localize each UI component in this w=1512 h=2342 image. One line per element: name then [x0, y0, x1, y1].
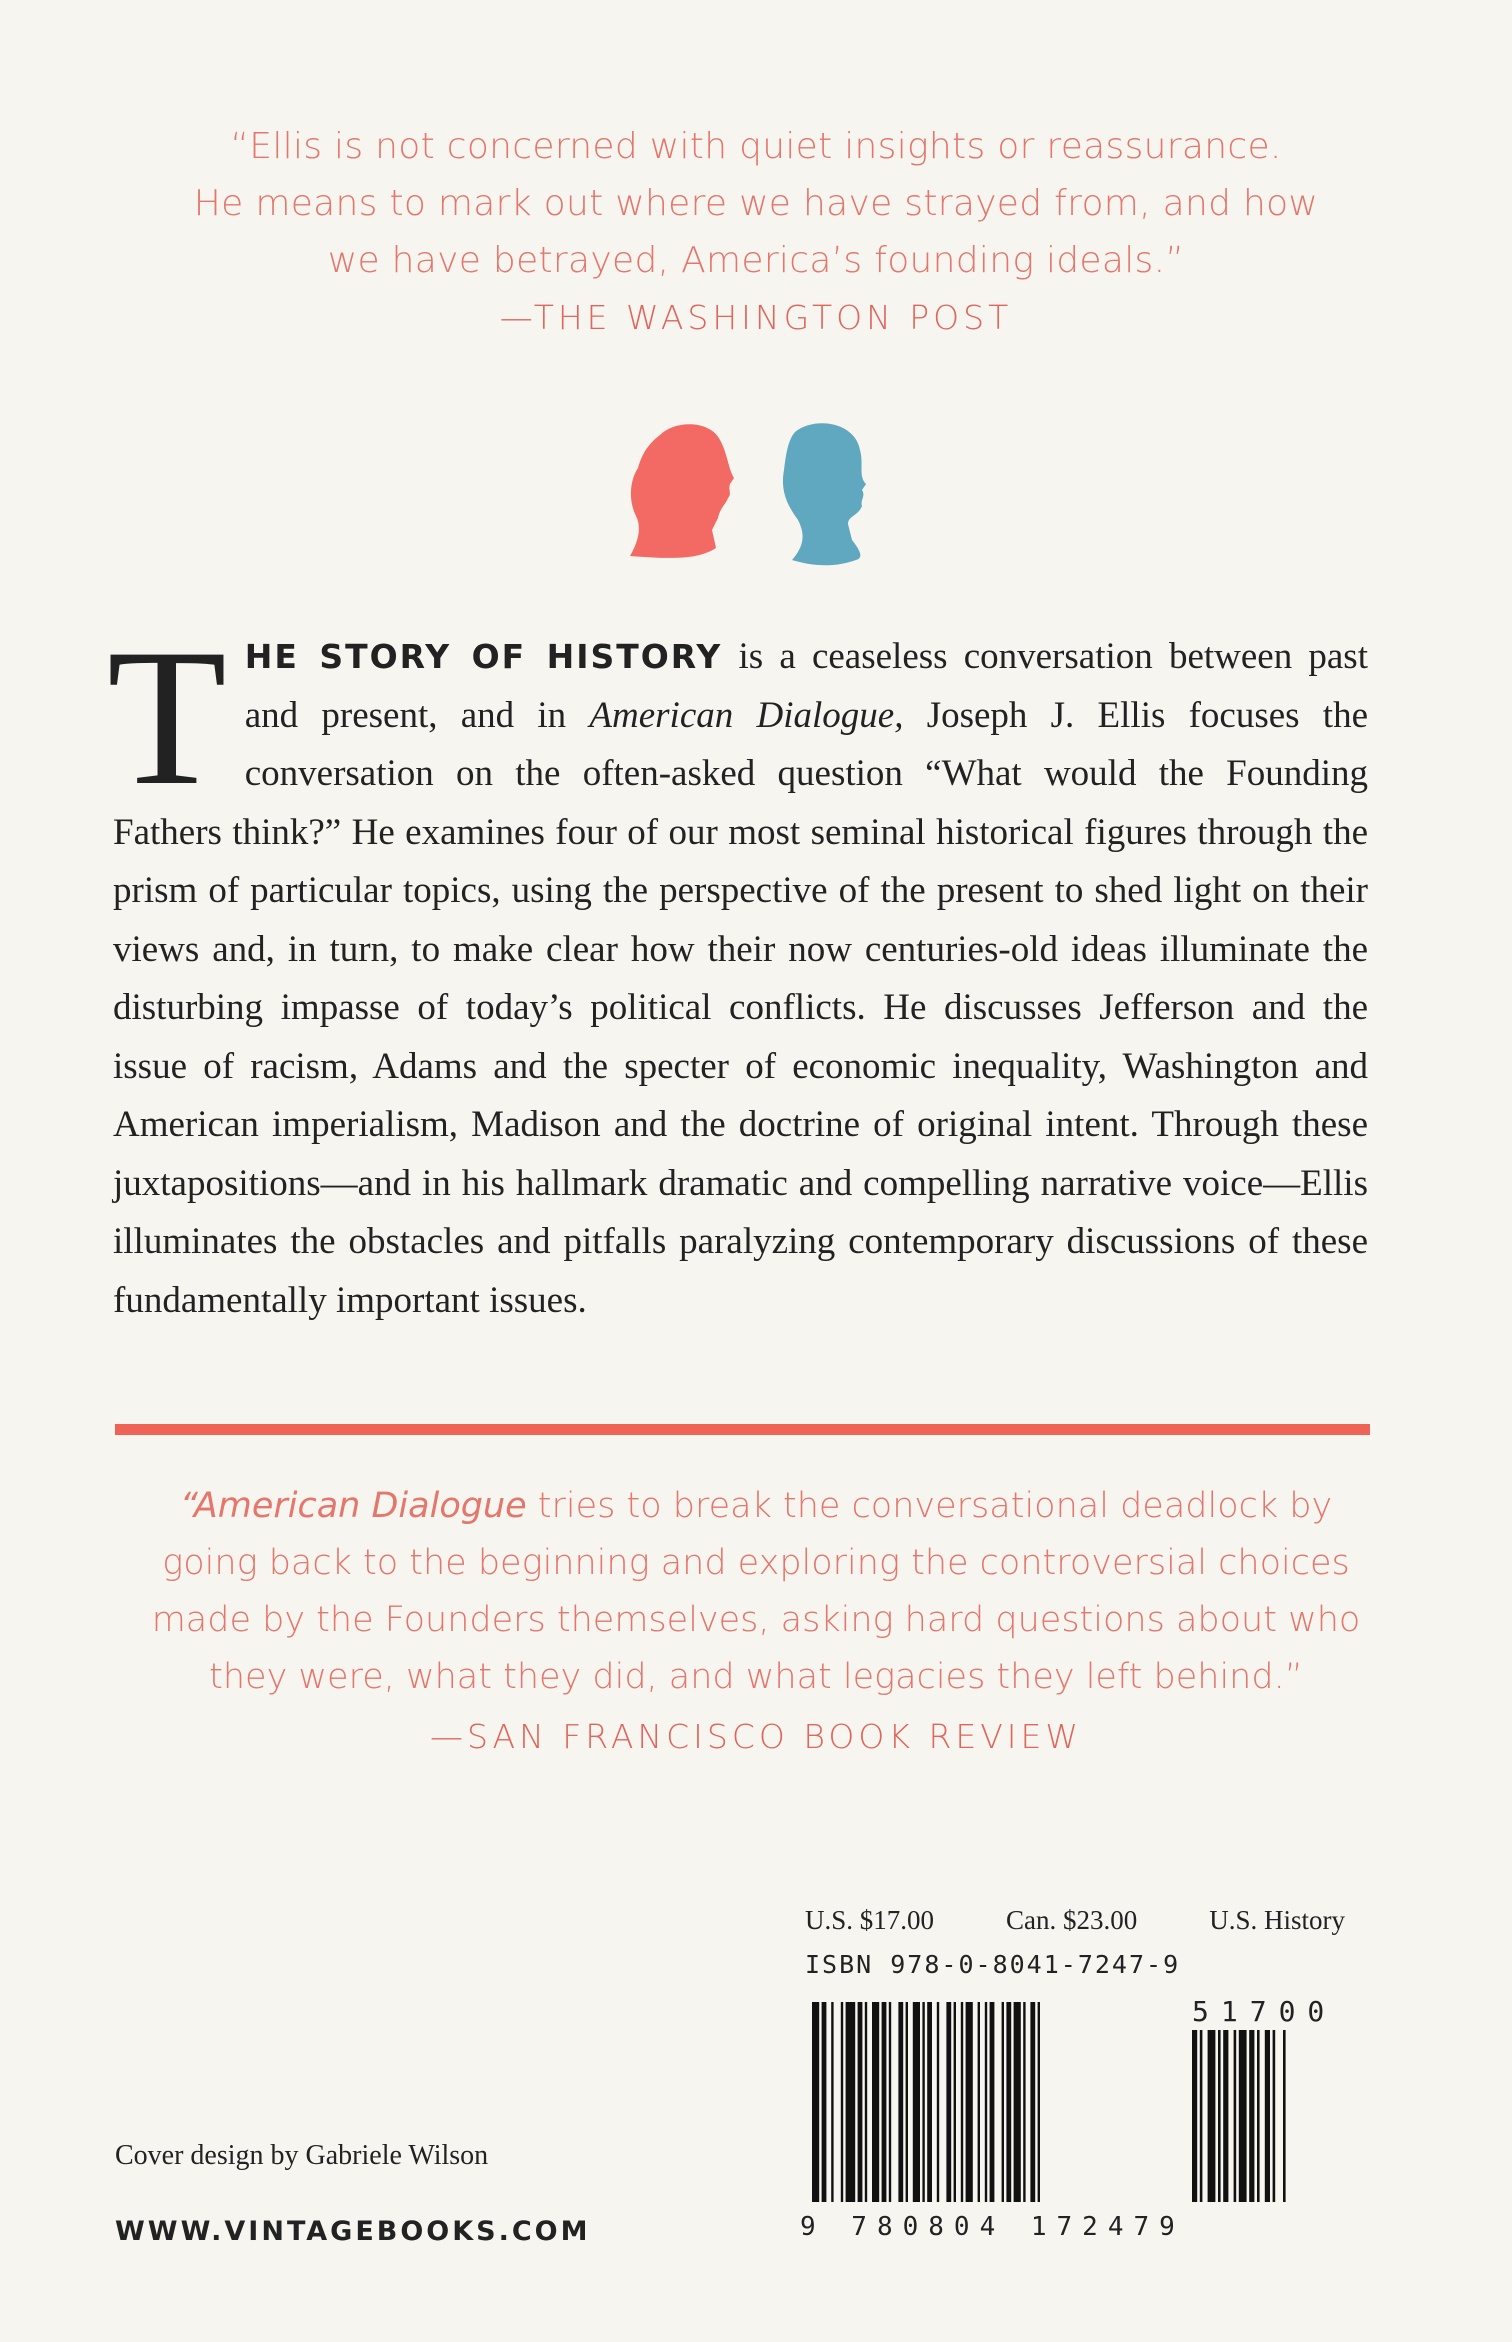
- quote-line: they were, what they did, and what legacies they left behind.”: [209, 1657, 1303, 1697]
- drop-cap: T: [107, 609, 227, 826]
- barcode-bar: [985, 2002, 987, 2202]
- addon-barcode-bar: [1283, 2030, 1286, 2202]
- addon-barcode-bar: [1273, 2030, 1276, 2202]
- addon-digits: 51700: [1192, 1995, 1337, 2028]
- quote-line: “Ellis is not concerned with quiet insights or reassurance.: [230, 126, 1282, 167]
- quote-line: we have betrayed, America’s founding ideals.”: [327, 240, 1185, 281]
- addon-barcode-bar: [1218, 2030, 1221, 2202]
- barcode-bar: [831, 2002, 833, 2202]
- addon-barcode-bar: [1265, 2030, 1270, 2202]
- barcode-bar: [889, 2002, 891, 2202]
- book-title-italic: American Dialogue,: [589, 694, 904, 736]
- addon-barcode-bar: [1257, 2030, 1260, 2202]
- description-text: Joseph J. Ellis focuses the conversation on the often-asked question “What would the Founding Fathers think?” He examines four of our most seminal historical figures through the prism of particular topics, using the perspective of the present to shed light on their views and, in turn, to make clear how their now centuries-old ideas illuminate the disturbing impasse of today’s political conflicts. He discusses Jefferson and the issue of racism, Adams and the specter of economic inequality, Washington and American imperialism, Madison and the doctrine of original intent. Through these juxtapositions—and in his hallmark dramatic and compelling narrative voice—Ellis illuminates the obstacles and pitfalls paralyzing contemporary discussions of these fundamentally important issues.: [113, 694, 1369, 1321]
- barcode-bar: [961, 2002, 963, 2202]
- barcode-bar: [841, 2002, 843, 2202]
- quote-source: —SAN FRANCISCO BOOK REVIEW: [429, 1717, 1083, 1756]
- price-us: U.S. $17.00: [805, 1905, 935, 1935]
- divider-rule: [115, 1424, 1370, 1435]
- barcode-bar: [954, 2002, 956, 2202]
- barcode-bar: [978, 2002, 980, 2202]
- quote-line: [0, 1478, 1512, 1535]
- barcode-bar: [846, 2002, 856, 2202]
- barcode-bar: [906, 2002, 908, 2202]
- barcode-bar: [927, 2002, 932, 2202]
- barcode-bar: [1006, 2002, 1011, 2202]
- addon-barcode-bar: [1234, 2030, 1237, 2202]
- price-can: Can. $23.00: [1006, 1905, 1138, 1935]
- price-row: [805, 1905, 1345, 1936]
- category: U.S. History: [1209, 1905, 1345, 1935]
- isbn: ISBN 978-0-8041-7247-9: [805, 1950, 1181, 1979]
- addon-barcode-bar: [1200, 2030, 1203, 2202]
- barcode-bar: [822, 2002, 827, 2202]
- barcode-bar: [1014, 2002, 1021, 2202]
- barcode-digits: 9 780804 172479: [800, 2212, 1185, 2242]
- quote-line: going back to the beginning and exploring the controversial choices: [162, 1543, 1350, 1583]
- addon-barcode-bar: [1239, 2030, 1247, 2202]
- barcode-bar: [865, 2002, 867, 2202]
- quote-line: made by the Founders themselves, asking hard questions about who: [151, 1600, 1361, 1640]
- founder-silhouette-icon: [783, 423, 866, 565]
- description-text: is a ceaseless conversation between past and present, and in: [244, 636, 1368, 736]
- barcode-bar: [1023, 2002, 1025, 2202]
- founder-silhouette-icon: [630, 424, 734, 558]
- quote-source: —THE WASHINGTON POST: [499, 298, 1013, 337]
- barcode-bar: [913, 2002, 920, 2202]
- top-review-quote: [0, 118, 1512, 346]
- barcode-bar: [1038, 2002, 1040, 2202]
- barcode-bar: [946, 2002, 951, 2202]
- addon-barcode-bar: [1192, 2030, 1197, 2202]
- barcode-bar: [898, 2002, 903, 2202]
- silhouettes: [620, 420, 880, 570]
- book-title-italic: “American Dialogue: [179, 1486, 527, 1526]
- quote-line: He means to mark out where we have strayed from, and how: [193, 183, 1319, 224]
- barcode-bar: [882, 2002, 887, 2202]
- barcode-bar: [922, 2002, 924, 2202]
- bottom-review-quote: [0, 1478, 1512, 1765]
- cover-credit: Cover design by Gabriele Wilson: [115, 2140, 489, 2171]
- addon-barcode-bar: [1208, 2030, 1216, 2202]
- addon-barcode-bar: [1223, 2030, 1228, 2202]
- quote-text: tries to break the conversational deadlock by: [526, 1486, 1333, 1526]
- barcode-bar: [858, 2002, 863, 2202]
- lead-in: HE STORY OF HISTORY: [244, 637, 723, 676]
- book-description: [107, 609, 1369, 1330]
- barcode-bar: [872, 2002, 879, 2202]
- addon-barcode-bar: [1249, 2030, 1254, 2202]
- barcode-bar: [1002, 2002, 1004, 2202]
- barcode-bar: [1030, 2002, 1035, 2202]
- barcode-bar: [812, 2002, 819, 2202]
- barcode-bar: [990, 2002, 995, 2202]
- barcode-bar: [966, 2002, 973, 2202]
- barcode-bar: [937, 2002, 939, 2202]
- website-link[interactable]: WWW.VINTAGEBOOKS.COM: [115, 2216, 591, 2247]
